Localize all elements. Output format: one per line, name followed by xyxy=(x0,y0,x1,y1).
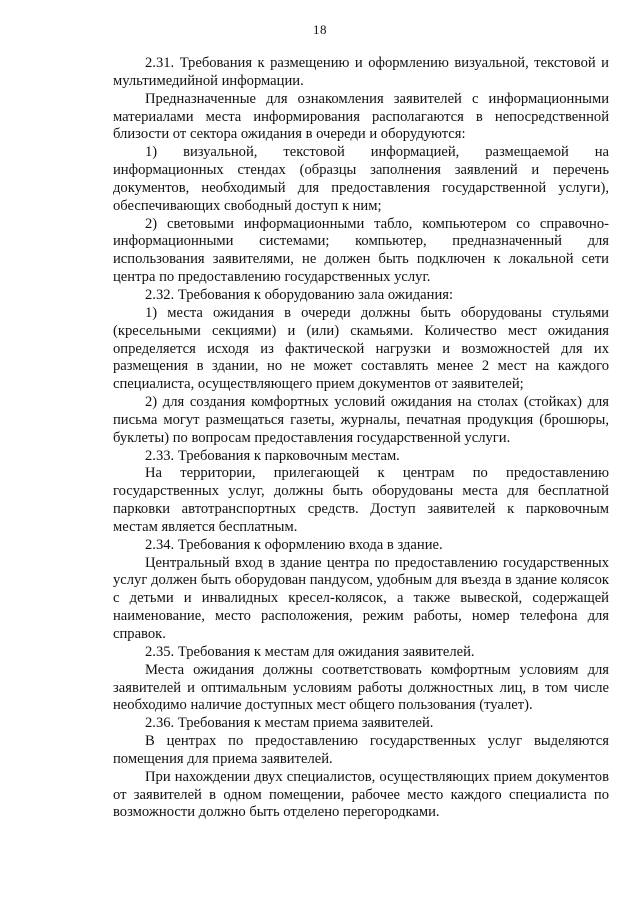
section-heading-2-33: 2.33. Требования к парковочным местам. xyxy=(145,447,400,464)
list-item-newspapers: 2) для создания комфортных условий ожидания на столах (стойках) для письма могут размещаться газеты, журналы, печатная продукция (брошюры, буклеты) по вопросам предоставления государственной услуги. xyxy=(113,394,609,446)
section-heading-2-35: 2.35. Требования к местам для ожидания заявителей. xyxy=(145,643,475,660)
list-item-light-boards: 2) световыми информационными табло, компьютером со справочно-информационными системами; компьютер, предназначенный для использования заявителями, не должен быть подключен к локальной сети центра по предоставлению государственных услуг. xyxy=(113,215,609,286)
section-heading-2-34: 2.34. Требования к оформлению входа в здание. xyxy=(145,536,443,553)
section-heading-2-36: 2.36. Требования к местам приема заявителей. xyxy=(145,715,434,732)
paragraph-parking: На территории, прилегающей к центрам по предоставлению государственных услуг, должны быть оборудованы места для бесплатной парковки автотранспортных средств. Доступ заявителей к парковочным местам является бесплатным. xyxy=(113,465,609,535)
paragraph-info-places: Предназначенные для ознакомления заявителей с информационными материалами места информирования располагаются в непосредственной близости от сектора ожидания в очереди и оборудуются: xyxy=(113,90,609,143)
section-heading-2-31: 2.31. Требования к размещению и оформлению визуальной, текстовой и мультимедийной информации. xyxy=(113,55,609,89)
section-heading-2-32: 2.32. Требования к оборудованию зала ожидания: xyxy=(145,286,454,303)
document-body xyxy=(113,55,609,822)
paragraph-entrance: Центральный вход в здание центра по предоставлению государственных услуг должен быть оборудован пандусом, удобным для въезда в здание колясок с детьми и инвалидных кресел-колясок, а также вывеской, содержащей наименование, место расположения, режим работы, номер телефона для справок. xyxy=(113,554,609,642)
paragraph-waiting-places: Места ожидания должны соответствовать комфортным условиям для заявителей и оптимальным условиям работы должностных лиц, в том числе необходимо наличие доступных мест общего пользования (туалет). xyxy=(113,661,609,714)
list-item-info-stands: 1) визуальной, текстовой информацией, размещаемой на информационных стендах (образцы заполнения заявлений и перечень документов, необходимый для предоставления государственной услуги), обеспечивающих свободный доступ к ним; xyxy=(113,144,609,214)
paragraph-reception-rooms: В центрах по предоставлению государственных услуг выделяются помещения для приема заявителей. xyxy=(113,733,609,767)
paragraph-partitions: При нахождении двух специалистов, осуществляющих прием документов от заявителей в одном помещении, рабочее место каждого специалиста по возможности должно быть отделено перегородками. xyxy=(113,768,609,821)
list-item-waiting-seats: 1) места ожидания в очереди должны быть оборудованы стульями (кресельными секциями) и (или) скамьями. Количество мест ожидания определяется исходя из фактической нагрузки и возможностей для их размещения в здании, но не может составлять менее 2 мест на каждого специалиста, осуществляющего прием документов от заявителей; xyxy=(113,304,609,393)
page-number: 18 xyxy=(313,22,327,37)
